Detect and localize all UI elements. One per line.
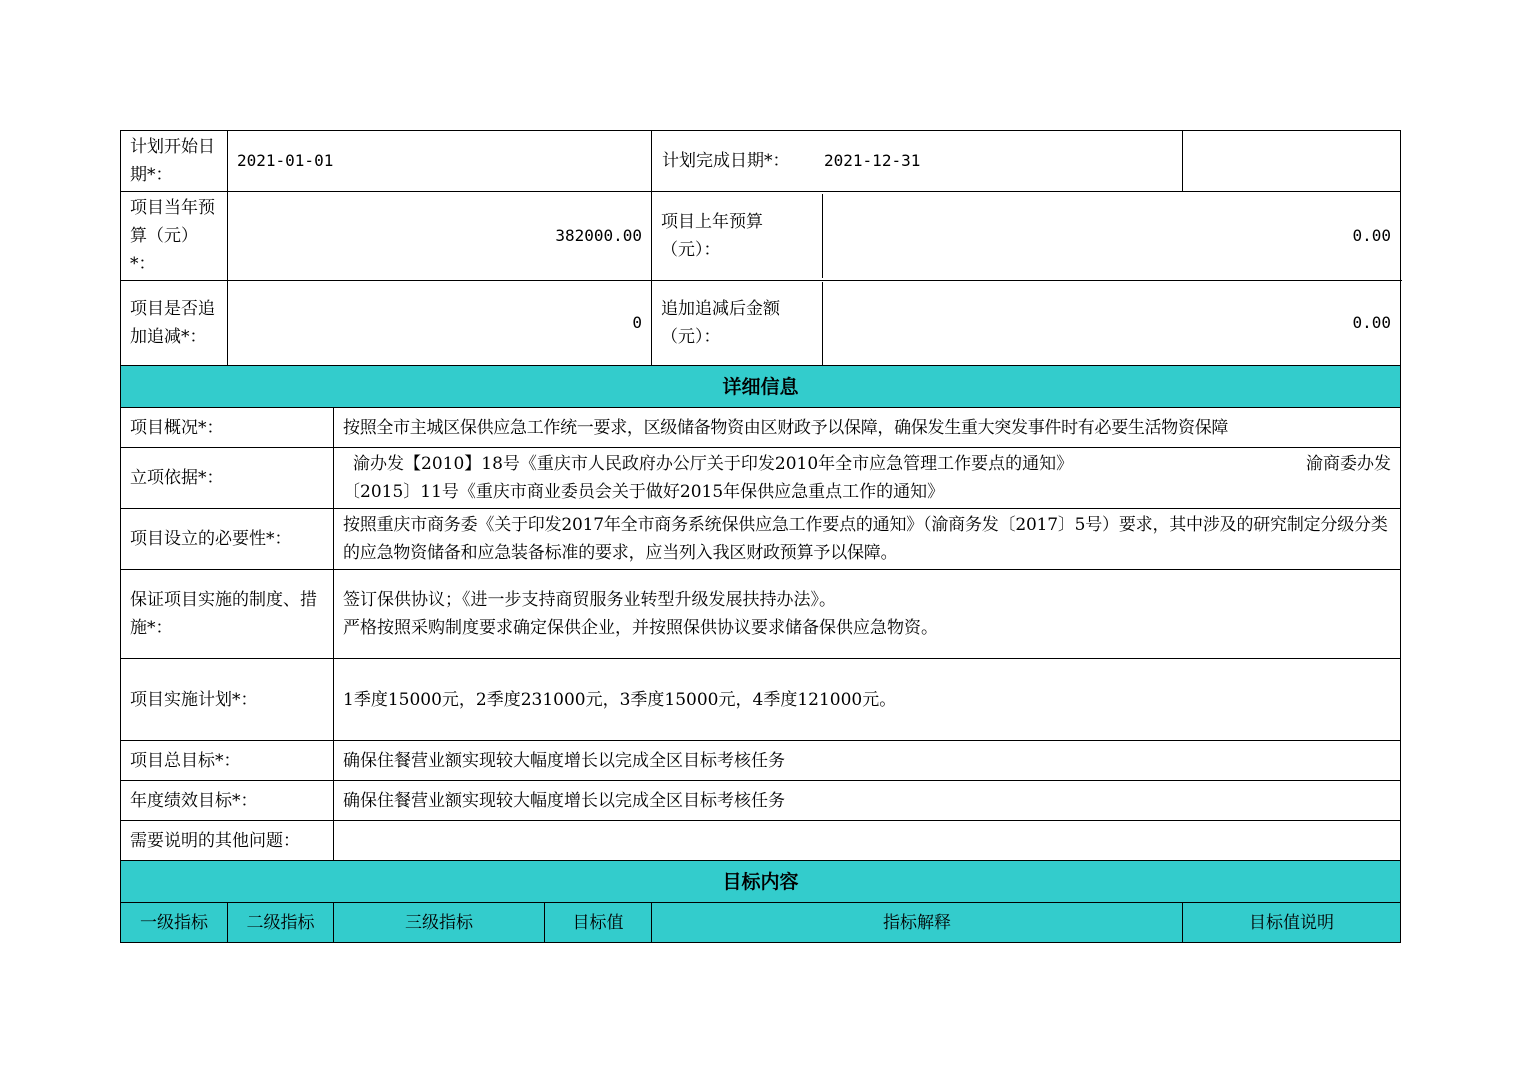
start-date-value: 2021-01-01 — [228, 131, 652, 192]
column-header-level3: 三级指标 — [334, 903, 545, 943]
basis-line2: 〔2015〕11号《重庆市商业委员会关于做好2015年保供应急重点工作的通知》 — [343, 482, 945, 502]
row-target-columns — [121, 903, 1401, 943]
row-dates — [121, 131, 1401, 192]
budget-last-value: 0.00 — [1352, 226, 1392, 245]
budget-current-label: 项目当年预算（元）*： — [121, 192, 228, 281]
row-detail-header — [121, 366, 1401, 408]
start-date-label: 计划开始日期*： — [121, 131, 228, 192]
row-basis — [121, 448, 1401, 509]
end-date-label-text: 计划完成日期*： — [662, 151, 790, 171]
row-annual-goal — [121, 781, 1401, 821]
end-date-value: 2021-12-31 — [824, 151, 921, 170]
row-measures — [121, 570, 1401, 659]
row-plan — [121, 659, 1401, 741]
targets-section-title: 目标内容 — [121, 861, 1401, 903]
row-necessity — [121, 509, 1401, 570]
plan-label: 项目实施计划*： — [121, 659, 334, 741]
row-overview — [121, 408, 1401, 448]
adjust-label: 项目是否追加追减*： — [121, 281, 228, 366]
basis-line1-a: 渝办发【2010】18号《重庆市人民政府办公厅关于印发2010年全市应急管理工作要点的通知》 — [353, 454, 1074, 474]
column-header-level2: 二级指标 — [228, 903, 334, 943]
end-date-spacer — [1183, 131, 1401, 192]
budget-current-value: 382000.00 — [228, 192, 652, 281]
annual-goal-label: 年度绩效目标*： — [121, 781, 334, 821]
column-header-value-note: 目标值说明 — [1183, 903, 1401, 943]
necessity-label: 项目设立的必要性*： — [121, 509, 334, 570]
other-value — [334, 821, 1401, 861]
detail-section-title: 详细信息 — [121, 366, 1401, 408]
measures-label: 保证项目实施的制度、措施*： — [121, 570, 334, 659]
row-adjust — [121, 281, 1401, 366]
basis-value — [334, 448, 1401, 509]
row-other — [121, 821, 1401, 861]
overview-label: 项目概况*： — [121, 408, 334, 448]
basis-line1-b: 渝商委办发 — [1306, 454, 1392, 474]
total-goal-label: 项目总目标*： — [121, 741, 334, 781]
necessity-value: 按照重庆市商务委《关于印发2017年全市商务系统保供应急工作要点的通知》（渝商务发〔2017〕5号）要求，其中涉及的研究制定分级分类的应急物资储备和应急装备标准的要求，应当列入我区财政预算予以保障。 — [334, 509, 1401, 570]
measures-value — [334, 570, 1401, 659]
after-adjust-label: 追加追减后金额（元）： — [652, 282, 823, 365]
annual-goal-value: 确保住餐营业额实现较大幅度增长以完成全区目标考核任务 — [334, 781, 1401, 821]
basis-label: 立项依据*： — [121, 448, 334, 509]
budget-last-label: 项目上年预算（元）： — [652, 194, 823, 278]
column-header-level1: 一级指标 — [121, 903, 228, 943]
budget-last-cell — [652, 192, 1401, 281]
measures-line1: 签订保供协议；《进一步支持商贸服务业转型升级发展扶持办法》。 — [343, 590, 836, 610]
row-total-goal — [121, 741, 1401, 781]
after-adjust-value: 0.00 — [1352, 313, 1392, 332]
plan-value: 1季度15000元，2季度231000元，3季度15000元，4季度121000元。 — [334, 659, 1401, 741]
other-label: 需要说明的其他问题： — [121, 821, 334, 861]
adjust-value: 0 — [228, 281, 652, 366]
row-targets-header — [121, 861, 1401, 903]
column-header-explanation: 指标解释 — [652, 903, 1183, 943]
column-header-target-value: 目标值 — [545, 903, 652, 943]
total-goal-value: 确保住餐营业额实现较大幅度增长以完成全区目标考核任务 — [334, 741, 1401, 781]
after-adjust-cell — [652, 281, 1401, 366]
row-budget — [121, 192, 1401, 281]
project-form-table — [120, 130, 1401, 943]
measures-line2: 严格按照采购制度要求确定保供企业，并按照保供协议要求储备保供应急物资。 — [343, 618, 938, 638]
overview-value: 按照全市主城区保供应急工作统一要求，区级储备物资由区财政予以保障，确保发生重大突发事件时有必要生活物资保障 — [334, 408, 1401, 448]
end-date-label — [652, 131, 1183, 192]
